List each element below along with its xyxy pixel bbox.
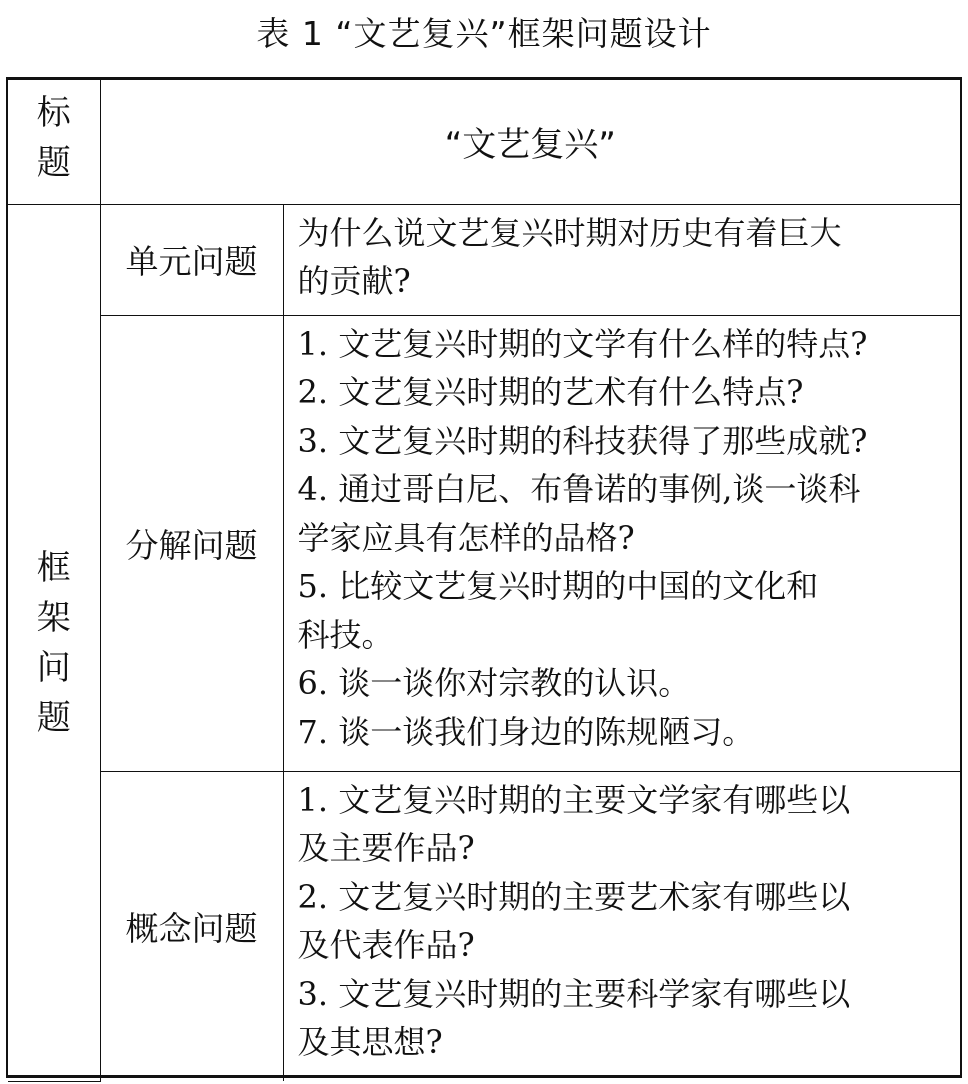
content-line: 为什么说文艺复兴时期对历史有着巨大 [297,213,842,252]
unit-question-label: 单元问题 [100,204,283,315]
content-line: 2. 文艺复兴时期的艺术有什么特点? [297,373,804,411]
content-line: 3. 文艺复兴时期的主要科学家有哪些以 [297,974,851,1013]
content-line: 5. 比较文艺复兴时期的中国的文化和 [297,567,819,605]
content-line: 及其思想? [297,1023,443,1061]
decomposed-question-content [283,315,960,771]
content-line: 2. 文艺复兴时期的主要艺术家有哪些以 [297,877,851,916]
content-line: 7. 谈一谈我们身边的陈规陋习。 [297,712,755,751]
content-line: 1. 文艺复兴时期的主要文学家有哪些以 [297,780,851,819]
decomposed-question-label: 分解问题 [100,315,283,771]
concept-question-label: 概念问题 [100,771,283,1081]
framework-label-char: 架 [36,597,71,638]
framework-label-cell [8,204,100,1081]
framework-label-char: 问 [36,647,71,688]
table-row [8,315,960,771]
framework-label-char: 框 [36,547,71,588]
table-caption: 表 1 “文艺复兴”框架问题设计 [256,14,712,53]
unit-question-content [283,204,960,315]
table-row [8,771,960,1081]
concept-question-content [283,771,960,1081]
main-title-cell [100,80,960,204]
framework-label-char: 题 [36,697,71,738]
content-line: 的贡献? [297,262,411,300]
content-line: 科技。 [297,615,394,654]
content-line: 及主要作品? [297,829,475,867]
title-label-char: 标 [36,93,71,133]
framework-table [6,77,962,1078]
title-label-cell [8,80,100,204]
content-line: 3. 文艺复兴时期的科技获得了那些成就? [297,421,868,460]
content-line: 学家应具有怎样的品格? [297,518,635,557]
content-line: 1. 文艺复兴时期的文学有什么样的特点? [297,324,868,363]
header-row [8,80,960,204]
content-line: 4. 通过哥白尼、布鲁诺的事例,谈一谈科 [297,470,861,508]
title-label-char: 题 [36,143,71,183]
main-title: “文艺复兴” [444,125,616,166]
table-row [8,204,960,315]
content-line: 6. 谈一谈你对宗教的认识。 [297,664,691,702]
content-line: 及代表作品? [297,926,475,964]
